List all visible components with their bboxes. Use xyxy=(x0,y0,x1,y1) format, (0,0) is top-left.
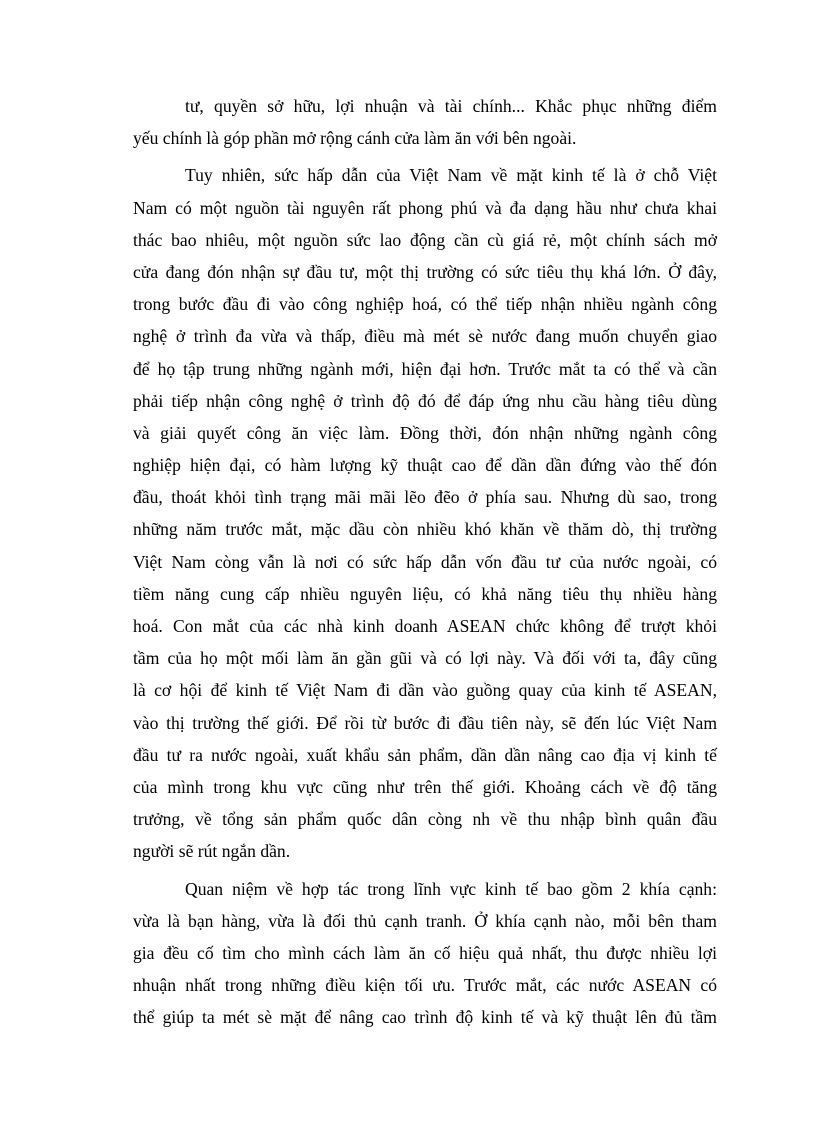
text-line: nghiệp hiện đại, có hàm lượng kỹ thuật cao để dần dần đứng vào thế đón xyxy=(133,455,717,476)
text-line: trong bước đầu đi vào công nghiệp hoá, có thể tiếp nhận nhiều ngành công xyxy=(133,294,717,315)
text-line: yếu chính là góp phần mở rộng cánh cửa làm ăn với bên ngoài. xyxy=(133,128,577,149)
text-line: tầm của họ một mối làm ăn gần gũi và có lợi này. Và đối với ta, đây cũng xyxy=(133,648,717,669)
text-line: tư, quyền sở hữu, lợi nhuận và tài chính... Khắc phục những điểm xyxy=(185,96,717,116)
text-line: phải tiếp nhận công nghệ ở trình độ đó để đáp ứng nhu cầu hàng tiêu dùng xyxy=(133,390,717,411)
text-line: nghệ ở trình đa vừa và thấp, điều mà mét sè nước đang muốn chuyển giao xyxy=(133,326,717,347)
text-line: hoá. Con mắt của các nhà kinh doanh ASEAN chức không để trượt khỏi xyxy=(133,616,717,636)
text-line: gia đều cố tìm cho mình cách làm ăn cố hiệu quả nhất, thu được nhiều lợi xyxy=(133,942,717,963)
text-line: để họ tập trung những ngành mới, hiện đại hơn. Trước mắt ta có thể và cần xyxy=(133,358,717,379)
text-line: và giải quyết công ăn việc làm. Đồng thời, đón nhận những ngành công xyxy=(133,422,717,443)
text-line: vào thị trường thế giới. Để rồi từ bước đi đầu tiên này, sẽ đến lúc Việt Nam xyxy=(133,712,717,733)
text-line: nhuận nhất trong những điều kiện tối ưu. Trước mắt, các nước ASEAN có xyxy=(133,975,717,996)
text-line: Tuy nhiên, sức hấp dẫn của Việt Nam về mặt kinh tế là ở chỗ Việt xyxy=(185,165,717,186)
text-line: Quan niệm về hợp tác trong lĩnh vực kinh tế bao gồm 2 khía cạnh: xyxy=(185,878,717,899)
text-line: Việt Nam còng vẫn là nơi có sức hấp dẫn vốn đầu tư của nước ngoài, có xyxy=(133,551,717,572)
text-line: đầu tư ra nước ngoài, xuất khẩu sản phẩm, dần dần nâng cao địa vị kinh tế xyxy=(133,744,717,765)
text-line: người sẽ rút ngắn dần. xyxy=(133,841,291,862)
text-line: trưởng, về tổng sản phẩm quốc dân còng nh về thu nhập bình quân đầu xyxy=(133,809,717,830)
text-line: vừa là bạn hàng, vừa là đối thủ cạnh tranh. Ở khía cạnh nào, mỗi bên tham xyxy=(133,910,717,931)
text-line: thể giúp ta mét sè mặt để nâng cao trình độ kinh tế và kỹ thuật lên đủ tầm xyxy=(133,1007,717,1028)
text-line: tiềm năng cung cấp nhiều nguyên liệu, có khả năng tiêu thụ nhiều hàng xyxy=(133,583,717,604)
text-line: thác bao nhiêu, một nguồn sức lao động cần cù giá rẻ, một chính sách mở xyxy=(133,229,717,250)
body-text xyxy=(133,90,717,1033)
text-line: Nam có một nguồn tài nguyên rất phong phú và đa dạng hầu như chưa khai xyxy=(133,197,717,218)
text-line: cửa đang đón nhận sự đầu tư, một thị trường có sức tiêu thụ khá lớn. Ở đây, xyxy=(133,261,717,282)
text-line: của mình trong khu vực cũng như trên thế giới. Khoảng cách về độ tăng xyxy=(133,776,717,797)
text-line: là cơ hội để kinh tế Việt Nam đi dần vào guồng quay của kinh tế ASEAN, xyxy=(133,680,717,701)
text-line: đầu, thoát khỏi tình trạng mãi mãi lẽo đẽo ở phía sau. Nhưng dù sao, trong xyxy=(133,487,717,508)
text-line: những năm trước mắt, mặc dầu còn nhiều khó khăn về thăm dò, thị trường xyxy=(133,519,717,540)
